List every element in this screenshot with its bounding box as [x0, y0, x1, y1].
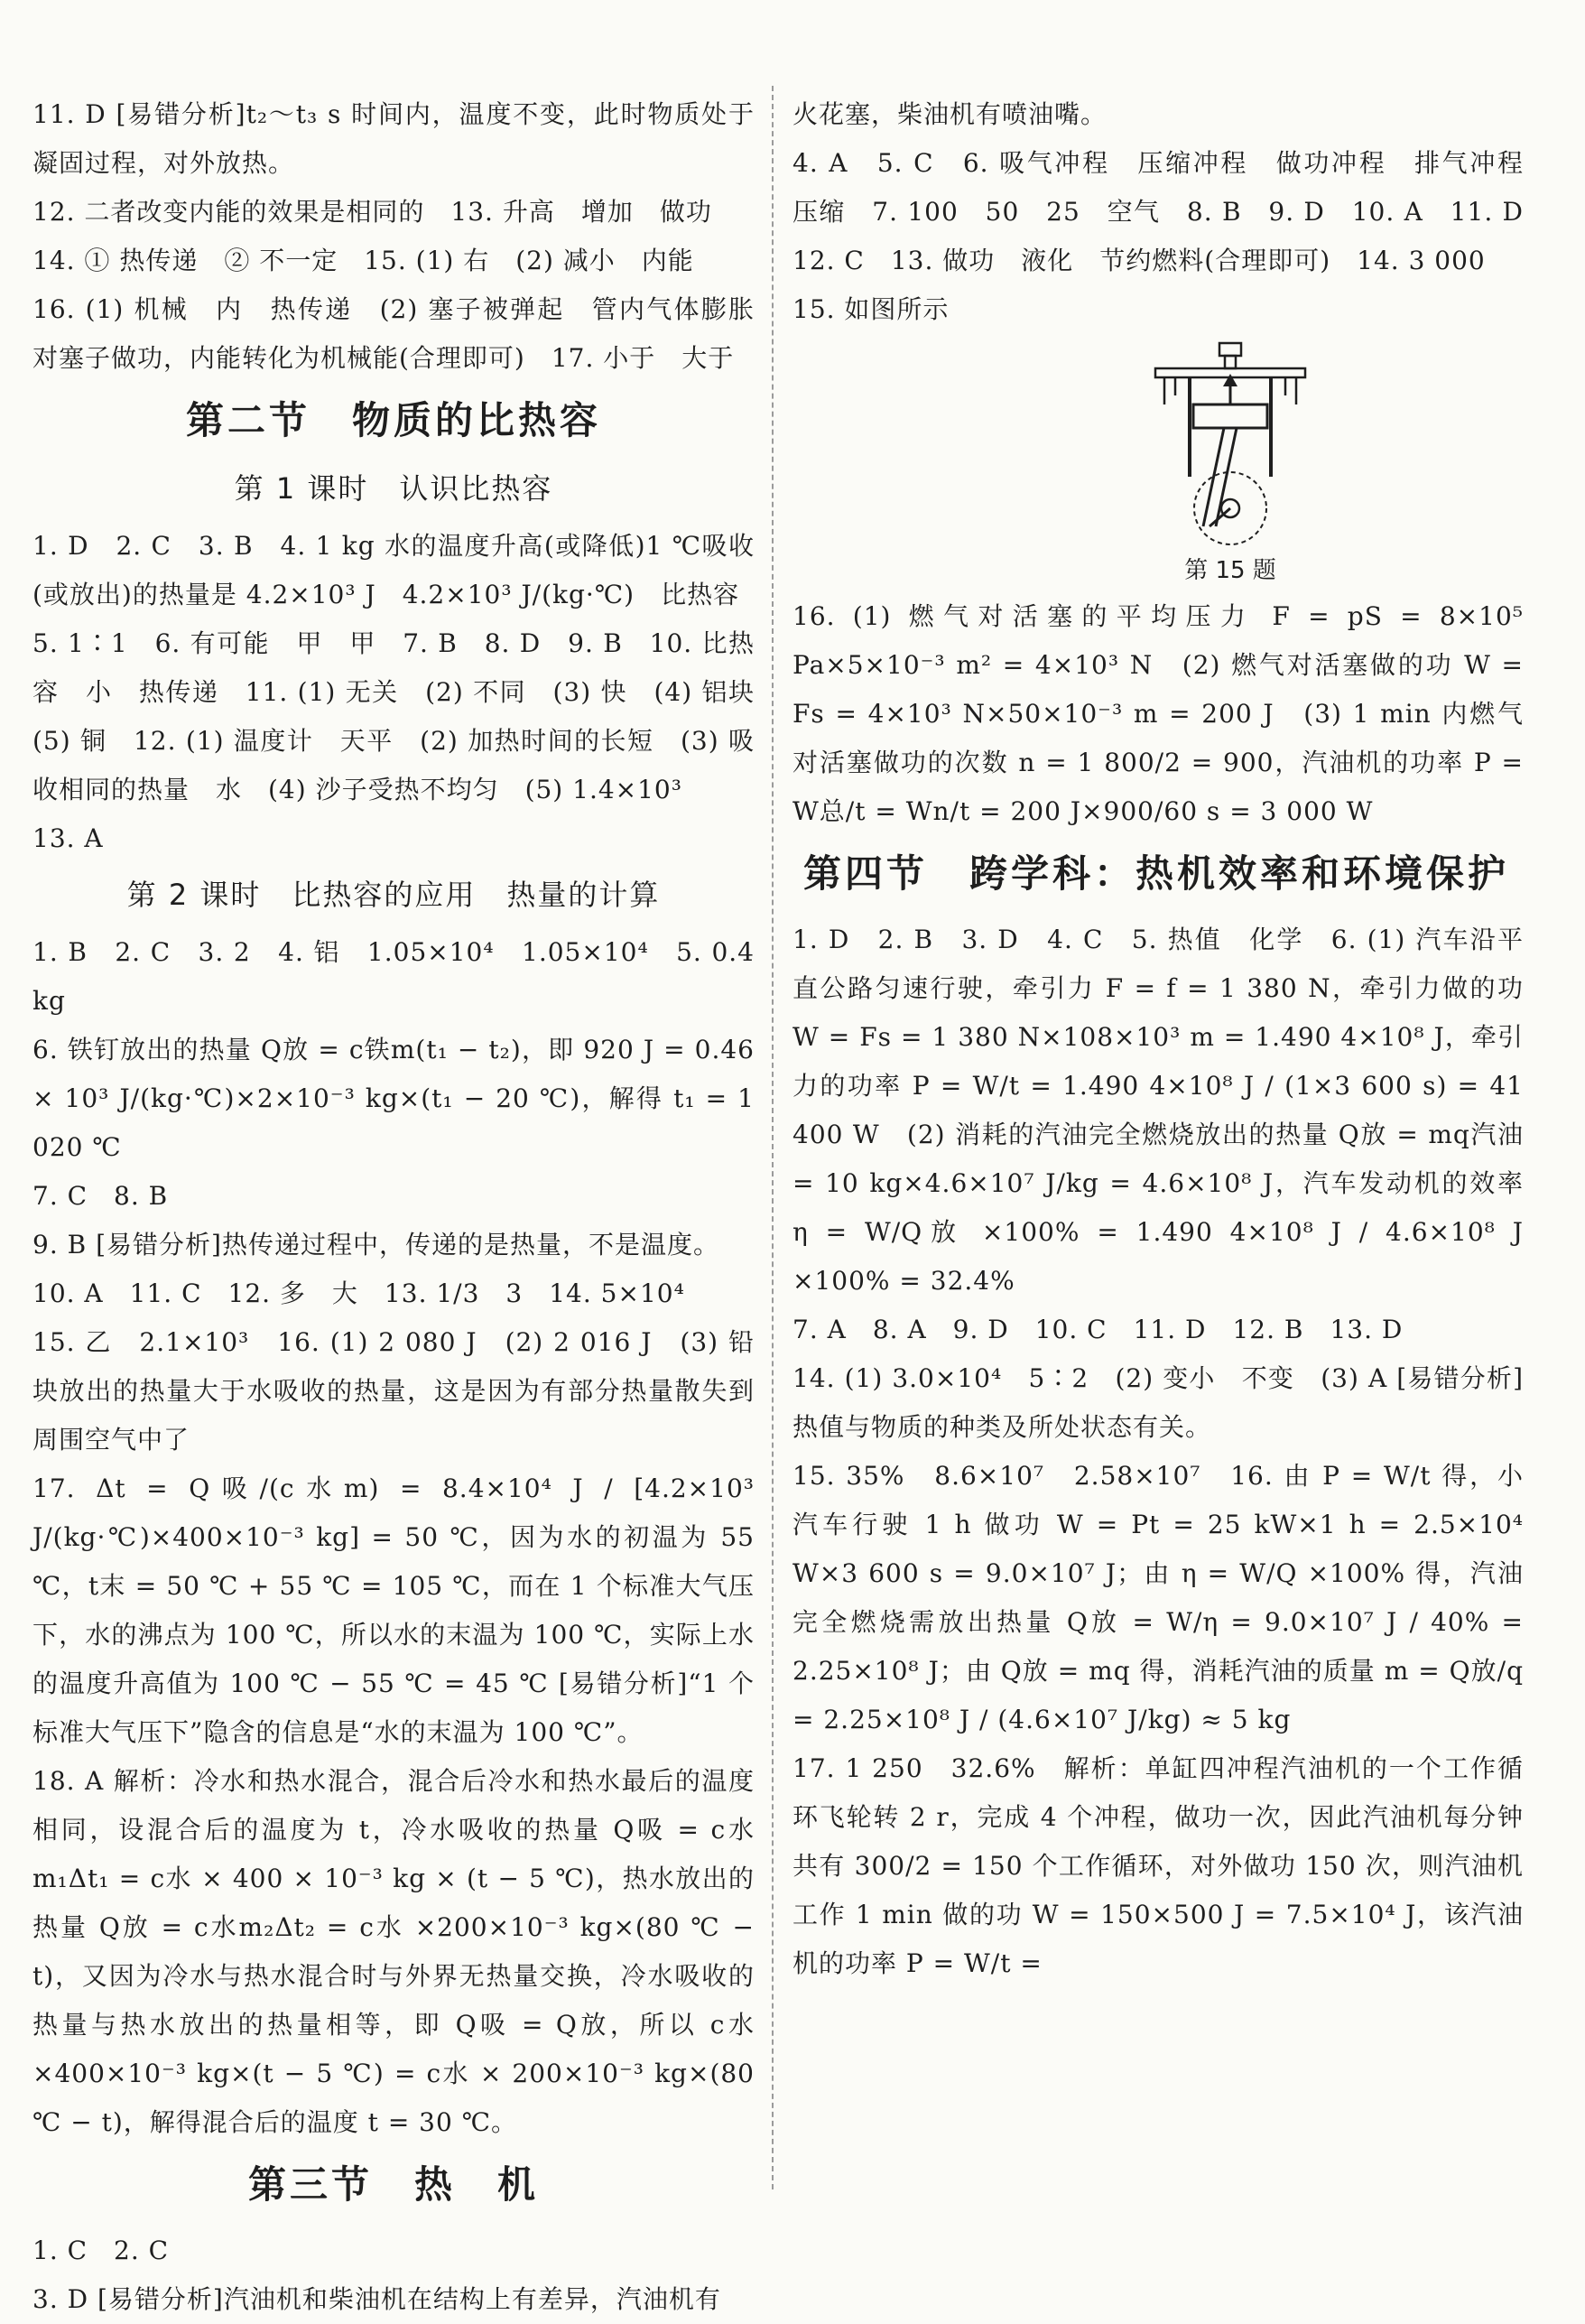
section4-answers-15-16: 15. 35% 8.6×10⁷ 2.58×10⁷ 16. 由 P = W/t 得，小汽车行驶 1 h 做功 W = Pt = 25 kW×1 h = 2.5×10⁴ W×3 600 s = 9.0×10⁷ J；由 η = W/Q ×100% 得，汽油完全燃烧需放出热量 Q放 = W/η = 9.0×10⁷ J / 40% = 2.25×10⁸ J；由 Q放 = mq 得，消耗汽油的质量 m = Q放/q = 2.25×10⁸ J / (4.6×10⁷ J/kg) ≈ 5 kg	[792, 1461, 1524, 1734]
section3-answer-15: 15. 如图所示	[792, 294, 950, 324]
lesson2-answers-1-5: 1. B 2. C 3. 2 4. 铝 1.05×10⁴ 1.05×10⁴ 5. 0.4 kg	[32, 937, 755, 1016]
section3-answers-4-14: 4. A 5. C 6. 吸气冲程 压缩冲程 做功冲程 排气冲程 压缩 7. 100 50 25 空气 8. B 9. D 10. A 11. D 12. C 13. 做功 液化 节约燃料(合理即可) 14. 3 000	[792, 148, 1551, 275]
section3-answer-16: 16. (1) 燃气对活塞的平均压力 F = pS = 8×10⁵ Pa×5×10⁻³ m² = 4×10³ N (2) 燃气对活塞做的功 W = Fs = 4×10³ N×50×10⁻³ m = 200 J (3) 1 min 内燃气对活塞做功的次数 n = 1 800/2 = 900，汽油机的功率 P = W总/t = Wn/t = 200 J×900/60 s = 3 000 W	[792, 601, 1524, 826]
section4-answer-14: 14. (1) 3.0×10⁴ 5∶2 (2) 变小 不变 (3) A [易错分析]热值与物质的种类及所处状态有关。	[792, 1363, 1524, 1442]
section-2-title: 第二节 物质的比热容	[185, 398, 601, 442]
lesson-2-title: 第 2 课时 比热容的应用 热量的计算	[126, 878, 661, 912]
lesson-1-title: 第 1 课时 认识比热容	[234, 471, 553, 506]
engine-diagram-icon	[1154, 341, 1307, 549]
lesson2-answers-15-16: 15. 乙 2.1×10³ 16. (1) 2 080 J (2) 2 016 J (3) 铅块放出的热量大于水吸收的热量，这是因为有部分热量散失到周围空气中了	[32, 1327, 755, 1455]
section4-answers-7-13: 7. A 8. A 9. D 10. C 11. D 12. B 13. D	[792, 1315, 1404, 1344]
lesson1-answers-1-4: 1. D 2. C 3. B 4. 1 kg 水的温度升高(或降低)1 ℃吸收(或放出)的热量是 4.2×10³ J 4.2×10³ J/(kg·℃) 比热容	[32, 531, 755, 609]
section3-answer-3-cont: 火花塞，柴油机有喷油嘴。	[792, 99, 1108, 129]
lesson2-answer-9: 9. B [易错分析]热传递过程中，传递的是热量，不是温度。	[32, 1230, 719, 1260]
section-3-title: 第三节 热 机	[247, 2162, 539, 2207]
lesson2-answers-10-14: 10. A 11. C 12. 多 大 13. 1/3 3 14. 5×10⁴	[32, 1278, 685, 1308]
section-4-title: 第四节 跨学科：热机效率和环境保护	[803, 851, 1510, 896]
section3-answers-1-2: 1. C 2. C	[32, 2236, 170, 2265]
right-column	[792, 90, 1551, 1988]
lesson2-answer-6: 6. 铁钉放出的热量 Q放 = c铁m(t₁ − t₂)，即 920 J = 0.46 × 10³ J/(kg·℃)×2×10⁻³ kg×(t₁ − 20 ℃)，解得 t₁ = 1 020 ℃	[32, 1035, 755, 1162]
lesson1-answers-5-12: 5. 1∶1 6. 有可能 甲 甲 7. B 8. D 9. B 10. 比热容 小 热传递 11. (1) 无关 (2) 不同 (3) 快 (4) 铝块 (5) 铜 12. (1) 温度计 天平 (2) 加热时间的长短 (3) 吸收相同的热量 水 (4) 沙子受热不均匀 (5) 1.4×10³	[32, 628, 782, 804]
answer-11: 11. D [易错分析]t₂～t₃ s 时间内，温度不变，此时物质处于凝固过程，对外放热。	[32, 99, 755, 178]
figure-caption: 第 15 题	[1184, 557, 1276, 584]
lesson2-answer-17: 17. Δt = Q吸/(c水m) = 8.4×10⁴ J / [4.2×10³ J/(kg·℃)×400×10⁻³ kg] = 50 ℃，因为水的初温为 55 ℃，t末 = 50 ℃ + 55 ℃ = 105 ℃，而在 1 个标准大气压下，水的沸点为 100 ℃，所以水的末温为 100 ℃，实际上水的温度升高值为 100 ℃ − 55 ℃ = 45 ℃ [易错分析]“1 个标准大气压下”隐含的信息是“水的末温为 100 ℃”。	[32, 1473, 755, 1747]
lesson1-answer-13: 13. A	[32, 823, 104, 853]
answer-12-13: 12. 二者改变内能的效果是相同的 13. 升高 增加 做功	[32, 197, 712, 227]
engine-figure	[1081, 341, 1379, 589]
section4-answers-1-6: 1. D 2. B 3. D 4. C 5. 热值 化学 6. (1) 汽车沿平直公路匀速行驶，牵引力 F = f = 1 380 N，牵引力做的功 W = Fs = 1 380 N×108×10³ m = 1.490 4×10⁸ J，牵引力的功率 P = W/t = 1.490 4×10⁸ J / (1×3 600 s) = 41 400 W (2) 消耗的汽油完全燃烧放出的热量 Q放 = mq汽油 = 10 kg×4.6×10⁷ J/kg = 4.6×10⁸ J，汽车发动机的效率 η = W/Q放 ×100% = 1.490 4×10⁸ J / 4.6×10⁸ J ×100% = 32.4%	[792, 925, 1524, 1296]
lesson2-answers-7-8: 7. C 8. B	[32, 1181, 169, 1211]
left-column	[32, 90, 782, 2324]
section4-answer-17: 17. 1 250 32.6% 解析：单缸四冲程汽油机的一个工作循环飞轮转 2 r，完成 4 个冲程，做功一次，因此汽油机每分钟共有 300/2 = 150 个工作循环，对外做功 150 次，则汽油机工作 1 min 做的功 W = 150×500 J = 7.5×10⁴ J，该汽油机的功率 P = W/t =	[792, 1753, 1524, 1978]
section3-answer-3: 3. D [易错分析]汽油机和柴油机在结构上有差异，汽油机有	[32, 2284, 721, 2314]
answer-16-17: 16. (1) 机械 内 热传递 (2) 塞子被弹起 管内气体膨胀对塞子做功，内能转化为机械能(合理即可) 17. 小于 大于	[32, 294, 755, 373]
lesson2-answer-18: 18. A 解析：冷水和热水混合，混合后冷水和热水最后的温度相同，设混合后的温度为 t，冷水吸收的热量 Q吸 = c水m₁Δt₁ = c水 × 400 × 10⁻³ kg × (t − 5 ℃)，热水放出的热量 Q放 = c水m₂Δt₂ = c水 ×200×10⁻³ kg×(80 ℃ − t)，又因为冷水与热水混合时与外界无热量交换，冷水吸收的热量与热水放出的热量相等，即 Q吸 = Q放，所以 c水 ×400×10⁻³ kg×(t − 5 ℃) = c水 × 200×10⁻³ kg×(80 ℃ − t)，解得混合后的温度 t = 30 ℃。	[32, 1766, 755, 2137]
column-divider	[772, 86, 774, 2189]
answer-14-15: 14. ① 热传递 ② 不一定 15. (1) 右 (2) 减小 内能	[32, 246, 694, 275]
